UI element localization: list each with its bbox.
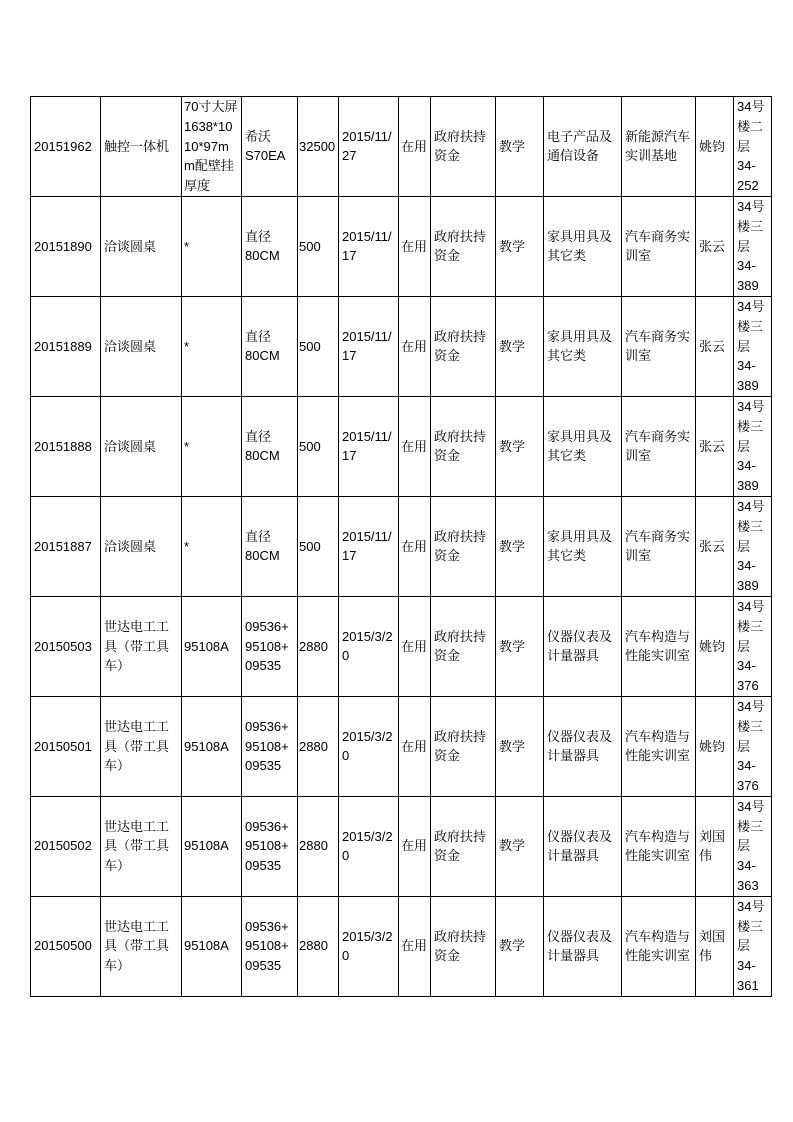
cell-custodian: 张云 (696, 196, 734, 296)
table-row (31, 796, 772, 896)
cell-custodian: 刘国伟 (696, 896, 734, 996)
location-room: 34-361 (737, 958, 759, 994)
cell-category: 家具用具及其它类 (544, 296, 622, 396)
cell-category: 仪器仪表及计量器具 (544, 796, 622, 896)
cell-model: * (182, 496, 242, 596)
cell-custodian: 姚钧 (696, 596, 734, 696)
cell-department: 新能源汽车实训基地 (622, 97, 696, 197)
cell-asset-name: 世达电工工具（带工具车） (101, 896, 182, 996)
cell-asset-name: 洽谈圆桌 (101, 296, 182, 396)
location-room: 34-252 (737, 158, 759, 194)
cell-specification: 09536+95108+09535 (242, 596, 298, 696)
cell-usage: 教学 (496, 696, 544, 796)
cell-custodian: 张云 (696, 396, 734, 496)
cell-category: 仪器仪表及计量器具 (544, 696, 622, 796)
location-building: 34号楼三层 (737, 498, 765, 554)
table-row (31, 496, 772, 596)
cell-location (734, 596, 772, 696)
cell-specification: 09536+95108+09535 (242, 896, 298, 996)
cell-model: 95108A (182, 596, 242, 696)
cell-asset-name: 洽谈圆桌 (101, 196, 182, 296)
table-row (31, 896, 772, 996)
cell-status: 在用 (399, 796, 431, 896)
location-building: 34号楼三层 (737, 798, 765, 854)
cell-model: 95108A (182, 696, 242, 796)
cell-usage: 教学 (496, 97, 544, 197)
cell-specification: 直径80CM (242, 296, 298, 396)
cell-acquired-date: 2015/11/17 (339, 396, 399, 496)
location-room: 34-363 (737, 858, 759, 894)
location-room: 34-389 (737, 258, 759, 294)
table-row (31, 196, 772, 296)
cell-department: 汽车构造与性能实训室 (622, 696, 696, 796)
location-room: 34-389 (737, 358, 759, 394)
cell-specification: 希沃S70EA (242, 97, 298, 197)
cell-usage: 教学 (496, 396, 544, 496)
cell-status: 在用 (399, 296, 431, 396)
cell-asset-id: 20150503 (31, 596, 101, 696)
cell-department: 汽车商务实训室 (622, 296, 696, 396)
cell-custodian: 姚钧 (696, 97, 734, 197)
cell-model: * (182, 296, 242, 396)
cell-department: 汽车商务实训室 (622, 196, 696, 296)
cell-fund-source: 政府扶持资金 (431, 796, 496, 896)
cell-location (734, 196, 772, 296)
cell-specification: 09536+95108+09535 (242, 796, 298, 896)
cell-location (734, 796, 772, 896)
cell-price: 500 (298, 196, 339, 296)
cell-model: 95108A (182, 896, 242, 996)
cell-specification: 直径80CM (242, 496, 298, 596)
cell-acquired-date: 2015/11/27 (339, 97, 399, 197)
location-room: 34-389 (737, 558, 759, 594)
cell-asset-name: 洽谈圆桌 (101, 496, 182, 596)
cell-asset-id: 20150502 (31, 796, 101, 896)
cell-usage: 教学 (496, 796, 544, 896)
cell-location (734, 696, 772, 796)
cell-price: 2880 (298, 796, 339, 896)
cell-asset-id: 20150501 (31, 696, 101, 796)
asset-table (30, 96, 772, 997)
cell-fund-source: 政府扶持资金 (431, 496, 496, 596)
cell-acquired-date: 2015/11/17 (339, 496, 399, 596)
cell-model: 95108A (182, 796, 242, 896)
cell-status: 在用 (399, 496, 431, 596)
location-building: 34号楼三层 (737, 898, 765, 954)
cell-price: 500 (298, 396, 339, 496)
location-room: 34-376 (737, 758, 759, 794)
cell-asset-name: 世达电工工具（带工具车） (101, 596, 182, 696)
cell-status: 在用 (399, 596, 431, 696)
cell-model: * (182, 196, 242, 296)
cell-fund-source: 政府扶持资金 (431, 196, 496, 296)
cell-price: 2880 (298, 696, 339, 796)
cell-category: 家具用具及其它类 (544, 396, 622, 496)
cell-usage: 教学 (496, 496, 544, 596)
cell-fund-source: 政府扶持资金 (431, 97, 496, 197)
cell-location (734, 296, 772, 396)
cell-asset-id: 20151890 (31, 196, 101, 296)
cell-location (734, 396, 772, 496)
cell-fund-source: 政府扶持资金 (431, 296, 496, 396)
cell-model: * (182, 396, 242, 496)
cell-asset-name: 世达电工工具（带工具车） (101, 796, 182, 896)
cell-category: 电子产品及通信设备 (544, 97, 622, 197)
cell-asset-id: 20150500 (31, 896, 101, 996)
cell-price: 32500 (298, 97, 339, 197)
table-row (31, 296, 772, 396)
cell-asset-id: 20151887 (31, 496, 101, 596)
cell-acquired-date: 2015/3/20 (339, 796, 399, 896)
cell-department: 汽车构造与性能实训室 (622, 896, 696, 996)
location-building: 34号楼三层 (737, 298, 765, 354)
cell-usage: 教学 (496, 896, 544, 996)
cell-usage: 教学 (496, 596, 544, 696)
location-building: 34号楼三层 (737, 198, 765, 254)
cell-specification: 直径80CM (242, 196, 298, 296)
cell-custodian: 张云 (696, 296, 734, 396)
cell-specification: 09536+95108+09535 (242, 696, 298, 796)
cell-usage: 教学 (496, 296, 544, 396)
cell-custodian: 刘国伟 (696, 796, 734, 896)
cell-price: 2880 (298, 896, 339, 996)
cell-fund-source: 政府扶持资金 (431, 896, 496, 996)
cell-acquired-date: 2015/11/17 (339, 196, 399, 296)
cell-status: 在用 (399, 97, 431, 197)
table-row (31, 396, 772, 496)
cell-status: 在用 (399, 196, 431, 296)
cell-department: 汽车商务实训室 (622, 496, 696, 596)
cell-category: 家具用具及其它类 (544, 496, 622, 596)
cell-custodian: 张云 (696, 496, 734, 596)
location-building: 34号楼三层 (737, 398, 765, 454)
cell-asset-name: 洽谈圆桌 (101, 396, 182, 496)
cell-location (734, 896, 772, 996)
cell-model: 70寸大屏1638*1010*97mm配壁挂厚度 (182, 97, 242, 197)
location-building: 34号楼三层 (737, 598, 765, 654)
cell-acquired-date: 2015/3/20 (339, 896, 399, 996)
location-room: 34-389 (737, 458, 759, 494)
cell-fund-source: 政府扶持资金 (431, 396, 496, 496)
cell-fund-source: 政府扶持资金 (431, 696, 496, 796)
cell-acquired-date: 2015/3/20 (339, 696, 399, 796)
cell-asset-id: 20151888 (31, 396, 101, 496)
cell-department: 汽车构造与性能实训室 (622, 596, 696, 696)
cell-category: 家具用具及其它类 (544, 196, 622, 296)
table-row (31, 696, 772, 796)
table-row (31, 596, 772, 696)
cell-asset-name: 触控一体机 (101, 97, 182, 197)
cell-asset-name: 世达电工工具（带工具车） (101, 696, 182, 796)
cell-price: 500 (298, 496, 339, 596)
cell-category: 仪器仪表及计量器具 (544, 896, 622, 996)
cell-category: 仪器仪表及计量器具 (544, 596, 622, 696)
cell-custodian: 姚钧 (696, 696, 734, 796)
cell-department: 汽车构造与性能实训室 (622, 796, 696, 896)
cell-price: 2880 (298, 596, 339, 696)
cell-status: 在用 (399, 696, 431, 796)
cell-acquired-date: 2015/11/17 (339, 296, 399, 396)
table-row (31, 97, 772, 197)
cell-status: 在用 (399, 896, 431, 996)
cell-location (734, 97, 772, 197)
location-building: 34号楼三层 (737, 698, 765, 754)
cell-location (734, 496, 772, 596)
cell-usage: 教学 (496, 196, 544, 296)
location-building: 34号楼二层 (737, 99, 765, 154)
cell-price: 500 (298, 296, 339, 396)
cell-asset-id: 20151889 (31, 296, 101, 396)
cell-asset-id: 20151962 (31, 97, 101, 197)
cell-status: 在用 (399, 396, 431, 496)
cell-acquired-date: 2015/3/20 (339, 596, 399, 696)
cell-fund-source: 政府扶持资金 (431, 596, 496, 696)
cell-specification: 直径80CM (242, 396, 298, 496)
location-room: 34-376 (737, 658, 759, 694)
cell-department: 汽车商务实训室 (622, 396, 696, 496)
